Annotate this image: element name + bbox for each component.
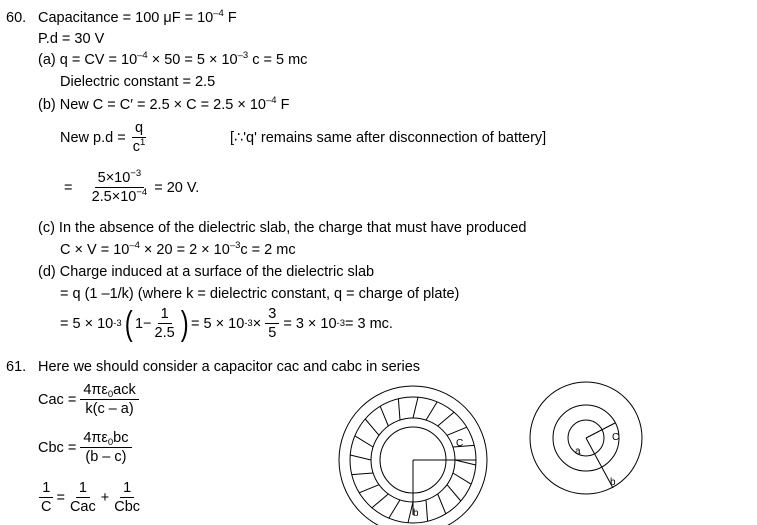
hatch-line [355, 436, 373, 447]
d-three-fifths-fraction: $\frac{3}{5}$ [265, 306, 279, 341]
q60-note: [∴'q' remains same after disconnection of battery] [230, 130, 547, 146]
d-inner-fraction: $\frac{1}{2.5}$ [154, 306, 175, 341]
new-pd-fraction: $\frac{q}{c^1}$ [132, 120, 146, 155]
q61-cac-formula: Cac = $\frac{4\pi\varepsilon_0ack}{k(c - a)}$ [38, 382, 139, 417]
q60-number: 60. [6, 10, 27, 26]
q60-capacitance-line: Capacitance = 100 $\mu F = 10^{-4}$ F [38, 8, 237, 26]
q60-new-pd: New p.d = $\frac{q}{c^1}$ [60, 120, 148, 155]
pd-calc-fraction: $\frac{5\times 10^{-3}}{2.5\times 10^{-4}}$ [91, 168, 148, 205]
hatch-line [426, 500, 428, 521]
q60-pd-calc: = $\frac{5\times 10^{-3}}{2.5\times 10^{-4}}$ = 20 V. [64, 168, 200, 205]
one-over-cbc: $\frac{1}{\text{Cbc}}$ [114, 480, 141, 515]
q61-intro: Here we should consider a capacitor cac and cabc in series [38, 359, 421, 375]
cbc-fraction: $\frac{4\pi\varepsilon_0bc}{(b - c)}$ [80, 430, 131, 465]
hatch-line [447, 485, 461, 501]
q61-cbc-formula: Cbc = $\frac{4\pi\varepsilon_0bc}{(b - c)}$ [38, 430, 132, 465]
radius-c-line [586, 423, 615, 438]
label-a: a [575, 446, 581, 457]
hatch-line [398, 399, 400, 420]
q60-part-a: (a) q = CV = $10^{-4} \times 50 = 5 \times 10^{-3}$ c = 5 mc [38, 50, 308, 68]
hatch-line [455, 460, 476, 465]
label-c: C [612, 432, 620, 443]
hatch-line [359, 485, 379, 493]
spherical-capacitor-dielectric-diagram [335, 385, 505, 525]
hatch-line [453, 473, 471, 484]
hatch-line [350, 455, 371, 460]
q60-part-c: (c) In the absence of the dielectric slab, the charge that must have produced [38, 220, 527, 236]
q60-part-c-calc: $C \times V = 10^{-4} \times 20 = 2 \times 10^{-3}c = 2$ mc [60, 240, 296, 258]
hatch-line [447, 427, 467, 435]
hatch-line [380, 406, 388, 426]
concentric-spheres-diagram [528, 380, 648, 500]
q60-part-d-formula: = q (1 –1/k) (where k = dielectric constant, q = charge of plate) [60, 286, 460, 302]
label-c: C [456, 438, 464, 449]
q60-part-d: (d) Charge induced at a surface of the dielectric slab [38, 264, 375, 280]
q60-part-d-calc: = 5 × 10 -3 ( 1− $\frac{1}{2.5}$ ) = 5 × 10 -3 × $\frac{3}{5}$ = 3 × 10 -3 = 3 mc. [60, 304, 393, 343]
hatch-line [372, 494, 388, 508]
q60-dielectric-line: Dielectric constant = 2.5 [60, 74, 216, 90]
one-over-cac: $\frac{1}{\text{Cac}}$ [69, 480, 96, 515]
cac-fraction: $\frac{4\pi\varepsilon_0ack}{k(c - a)}$ [80, 382, 138, 417]
hatch-line [389, 500, 400, 518]
hatch-line [352, 473, 373, 475]
q60-part-b: (b) New $C = C' = 2.5 \times C = 2.5 \times 10^{-4}$ F [38, 95, 290, 113]
radius-b-line [586, 438, 613, 488]
q61-series-formula: $\frac{1}{C}$ = $\frac{1}{\text{Cac}}$ + $\frac{1}{\text{Cbc}}$ [38, 480, 143, 515]
one-over-c: $\frac{1}{C}$ [41, 480, 52, 515]
hatch-line [413, 397, 418, 418]
hatch-line [438, 412, 454, 426]
q61-number: 61. [6, 359, 27, 375]
q60-pd-line: P.d = 30 V [38, 31, 105, 47]
hatch-line [426, 402, 437, 420]
label-b: b [413, 508, 419, 519]
hatch-line [365, 419, 379, 435]
hatch-line [438, 494, 446, 514]
label-b: b [610, 477, 616, 488]
